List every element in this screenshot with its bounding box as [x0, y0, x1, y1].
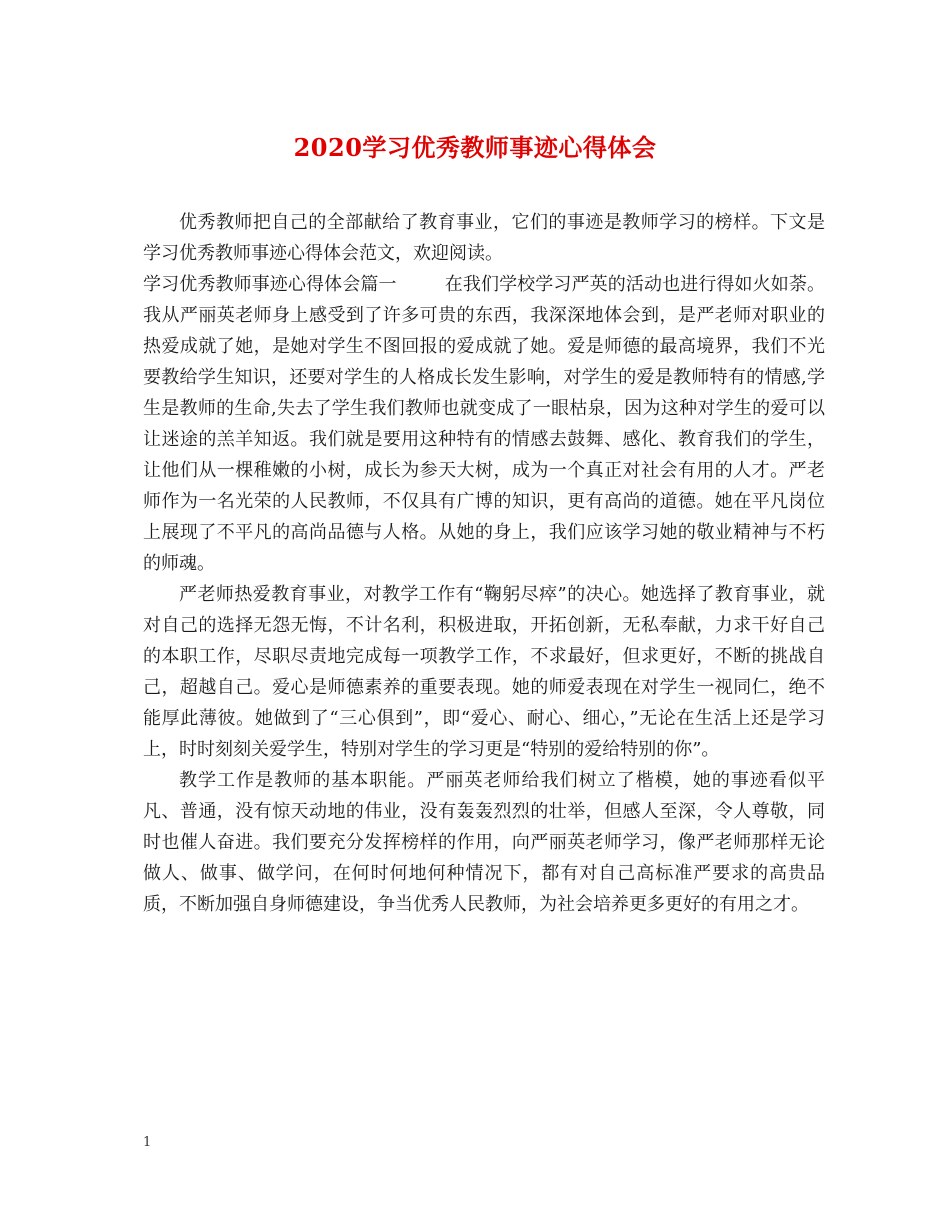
paragraph-3: 教学工作是教师的基本职能。严丽英老师给我们树立了楷模，她的事迹看似平凡、普通，没有惊天动地的伟业，没有轰轰烈烈的壮举，但感人至深，令人尊敬，同时也催人奋进。我们要充分发挥榜样的作用，向严丽英老师学习，像严老师那样无论做人、做事、做学问，在何时何地何种情况下，都有对自己高标准严要求的高贵品质，不断加强自身师德建设，争当优秀人民教师，为社会培养更多更好的有用之才。 — [143, 770, 825, 915]
paragraph-2: 严老师热爱教育事业，对教学工作有“鞠躬尽瘁”的决心。她选择了教育事业，就对自己的选择无怨无悔，不计名利，积极进取，开拓创新，无私奉献，力求干好自己的本职工作，尽职尽责地完成每一项教学工作，不求最好，但求更好，不断的挑战自己，超越自己。爱心是师德素养的重要表现。她的师爱表现在对学生一视同仁，绝不能厚此薄彼。她做到了“三心俱到”，即“爱心、耐心、细心，”无论在生活上还是学习上，时时刻刻关爱学生，特别对学生的学习更是“特别的爱给特别的你”。 — [143, 584, 825, 760]
intro-paragraph: 优秀教师把自己的全部献给了教育事业，它们的事迹是教师学习的榜样。下文是学习优秀教师事迹心得体会范文，欢迎阅读。 — [143, 212, 825, 264]
document-title: 2020学习优秀教师事迹心得体会 — [293, 133, 657, 162]
section-paragraph-1 — [143, 269, 825, 579]
paragraph-1-text: 在我们学校学习严英的活动也进行得如火如荼。我从严丽英老师身上感受到了许多可贵的东西，我深深地体会到，是严老师对职业的热爱成就了她，是她对学生不图回报的爱成就了她。爱是师德的最高境界，我们不光要教给学生知识，还要对学生的人格成长发生影响，对学生的爱是教师特有的情感,学生是教师的生命,失去了学生我们教师也就变成了一眼枯泉，因为这种对学生的爱可以让迷途的羔羊知返。我们就是要用这种特有的情感去鼓舞、感化、教育我们的学生，让他们从一棵稚嫩的小树，成长为参天大树，成为一个真正对社会有用的人才。严老师作为一名光荣的人民教师，不仅具有广博的知识，更有高尚的道德。她在平凡岗位上展现了不平凡的高尚品德与人格。从她的身上，我们应该学习她的敬业精神与不朽的师魂。 — [143, 274, 826, 574]
section-heading: 学习优秀教师事迹心得体会篇一 — [143, 274, 397, 295]
document-body — [143, 207, 825, 920]
page-number: 1 — [143, 1135, 152, 1150]
